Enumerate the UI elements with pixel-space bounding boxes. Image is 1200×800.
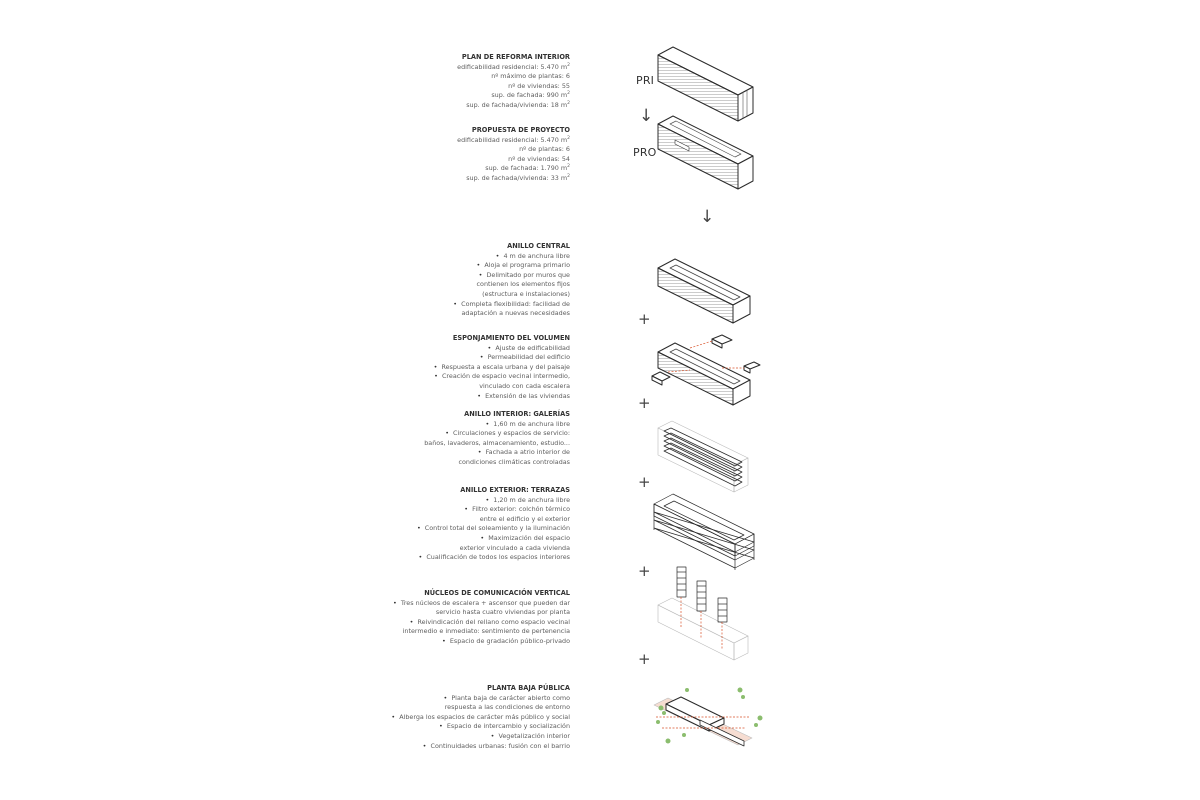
block-line: exterior vinculado a cada vivienda <box>459 543 570 552</box>
block-line: • 1,20 m de anchura libre <box>417 496 570 506</box>
block-line: • 4 m de anchura libre <box>453 252 570 262</box>
block-line: nº de viviendas: 55 <box>508 81 570 90</box>
block-line: baños, lavaderos, almacenamiento, estudio... <box>424 438 570 447</box>
plus-icon: + <box>638 394 651 412</box>
block-line: edificabilidad residencial: 5.470 $m^2$ <box>457 62 570 71</box>
block-line: • Permeabilidad del edificio <box>434 353 570 363</box>
block-title: ESPONJAMIENTO DEL VOLUMEN <box>452 334 570 342</box>
block-line: • Extensión de las viviendas <box>434 392 570 402</box>
block-title: ANILLO CENTRAL <box>507 242 570 250</box>
block-line: • Alberga los espacios de carácter más público y social <box>391 713 570 723</box>
block-line: • Ajuste de edificabilidad <box>434 344 570 354</box>
block-line: • Continuidades urbanas: fusión con el barrio <box>391 742 570 752</box>
block-line: • Espacio de gradación público-privado <box>393 637 570 647</box>
down-arrow-icon: ↓ <box>639 106 654 126</box>
pro-label: PRO <box>633 146 657 159</box>
pri-label: PRI <box>636 74 655 87</box>
block-line: • Filtro exterior: colchón térmico <box>417 505 570 515</box>
block-line: • Control total del soleamiento y la iluminación <box>417 524 570 534</box>
pri-volume <box>658 47 753 121</box>
anillo-interior-volume <box>658 421 748 492</box>
block-line: • 1,60 m de anchura libre <box>424 420 570 430</box>
block-line: • Reivindicación del rellano como espacio vecinal <box>393 618 570 628</box>
block-title: ANILLO EXTERIOR: TERRAZAS <box>460 486 570 494</box>
pro-volume <box>658 116 753 189</box>
block-line: nº de viviendas: 54 <box>508 154 570 163</box>
block-line: • Delimitado por muros que <box>453 271 570 281</box>
plus-icon: + <box>638 650 651 668</box>
block-line: • Respuesta a escala urbana y del paisaje <box>434 363 570 373</box>
down-arrow-icon: ↓ <box>700 207 715 227</box>
block-title: PLAN DE REFORMA INTERIOR <box>461 53 570 61</box>
block-line: adaptación a nuevas necesidades <box>461 309 570 318</box>
block-line: contienen los elementos fijos <box>476 280 570 289</box>
anillo-central-volume <box>658 259 750 323</box>
block-line: • Cualificación de todos los espacios interiores <box>417 553 570 563</box>
block-line: intermedio e inmediato: sentimiento de pertenencia <box>402 627 570 636</box>
block-line: sup. de fachada/vivienda: 33 $m^2$ <box>466 173 570 182</box>
block-line: condiciones climáticas controladas <box>458 457 570 466</box>
plus-icon: + <box>638 473 651 491</box>
block-line: • Creación de espacio vecinal intermedio, <box>434 372 570 382</box>
block-line: vinculado con cada escalera <box>479 381 570 390</box>
block-line: edificabilidad residencial: 5.470 $m^2$ <box>457 135 570 144</box>
block-line: • Vegetalización interior <box>391 732 570 742</box>
block-line: (estructura e instalaciones) <box>482 289 570 298</box>
anillo-exterior-volume <box>654 494 754 570</box>
block-line: sup. de fachada: 990 $m^2$ <box>491 91 570 100</box>
plus-icon: + <box>638 562 651 580</box>
block-line: sup. de fachada/vivienda: 18 $m^2$ <box>466 100 570 109</box>
block-line: • Espacio de intercambio y socialización <box>391 722 570 732</box>
block-line: • Completa flexibilidad: facilidad de <box>453 300 570 310</box>
block-title: ANILLO INTERIOR: GALERÍAS <box>464 410 570 418</box>
nucleos-volume <box>658 567 748 660</box>
planta-baja-volume <box>654 688 763 747</box>
block-title: NÚCLEOS DE COMUNICACIÓN VERTICAL <box>424 589 570 597</box>
block-line: • Aloja el programa primario <box>453 261 570 271</box>
block-line: • Maximización del espacio <box>417 534 570 544</box>
block-title: PROPUESTA DE PROYECTO <box>471 126 570 134</box>
plus-icon: + <box>638 310 651 328</box>
block-line: • Fachada a atrio interior de <box>424 448 570 458</box>
block-line: servicio hasta cuatro viviendas por planta <box>435 608 570 617</box>
block-line: nº máximo de plantas: 6 <box>491 72 570 81</box>
block-line: nº de plantas: 6 <box>519 145 570 154</box>
block-line: • Tres núcleos de escalera + ascensor que pueden dar <box>393 599 570 609</box>
block-line: • Circulaciones y espacios de servicio: <box>424 429 570 439</box>
block-line: sup. de fachada: 1.790 $m^2$ <box>485 164 570 173</box>
block-line: • Planta baja de carácter abierto como <box>391 694 570 704</box>
block-title: PLANTA BAJA PÚBLICA <box>487 684 570 692</box>
block-line: respuesta a las condiciones de entorno <box>444 703 570 712</box>
block-line: entre el edificio y el exterior <box>479 514 570 523</box>
esponjamiento-volume <box>652 335 760 405</box>
